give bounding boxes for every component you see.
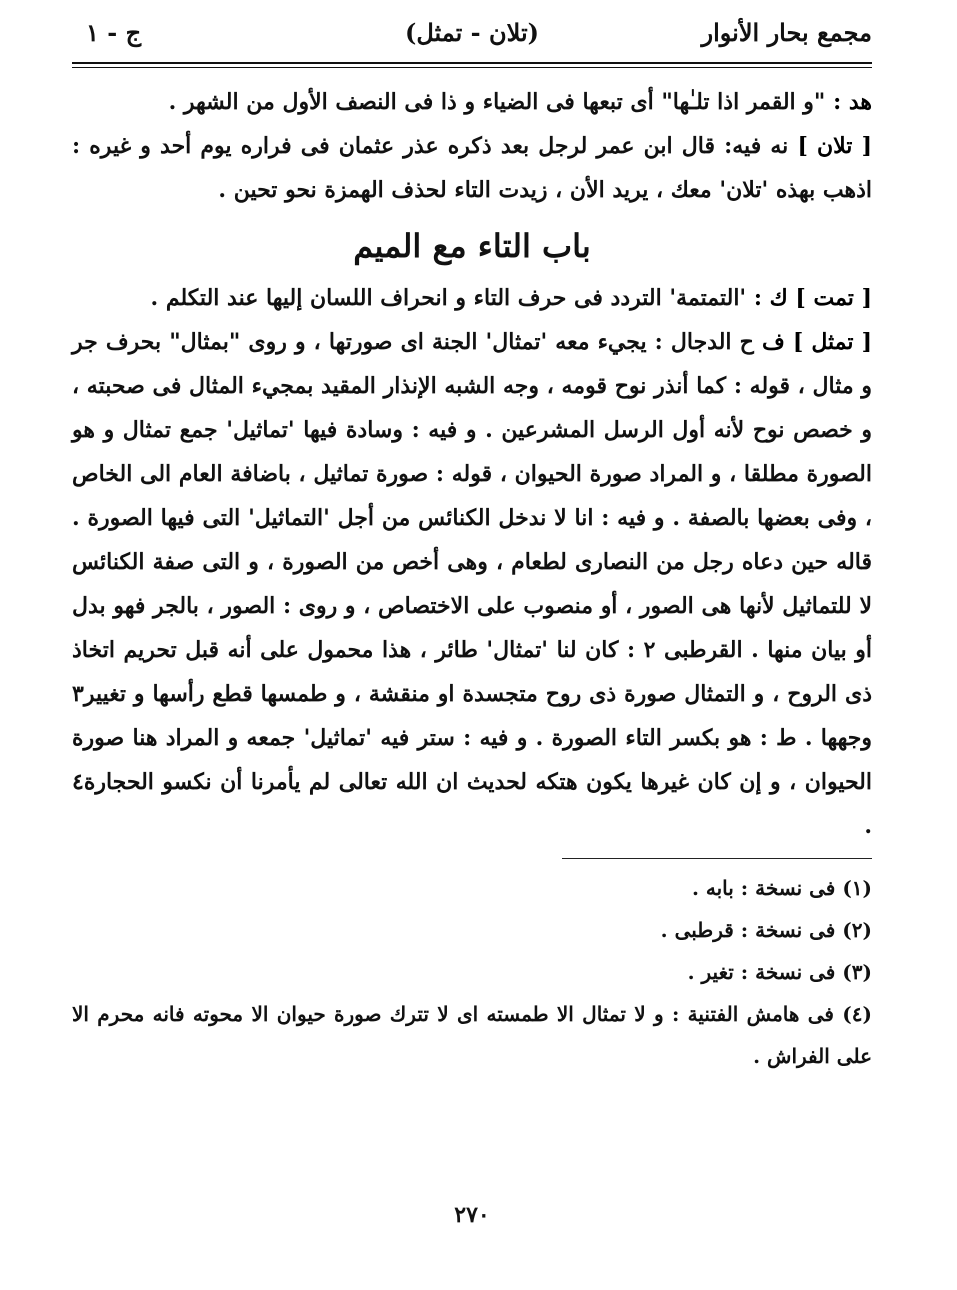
paragraph-4 <box>72 320 872 848</box>
paragraph-2 <box>72 124 872 212</box>
paragraph-2-lead: [ تلان ] <box>797 133 872 159</box>
footnote-3: (٣) فى نسخة : تغير . <box>687 960 872 984</box>
paragraph-2-text: نه فيه: قال ابن عمر لرجل بعد ذكره عذر عثمان فى فراره يوم أحد و غيره : اذهب بهذه 'تلان' معك ، يريد الأن ، زيدت التاء لحذف الهمزة نحو تحين . <box>72 133 872 203</box>
footnote-2: (٢) فى نسخة : قرطبى . <box>660 918 872 942</box>
paragraph-1-text: "و القمر اذا تلـٰها" أى تبعها فى الضياء و ذا فى النصف الأول من الشهر . <box>168 89 826 115</box>
section-heading: باب التاء مع الميم <box>353 227 591 265</box>
paragraph-4-text: ح الدجال : يجيء معه 'تمثال' الجنة اى صورتها ، و روى "بمثال" بحرف جر و مثال ، قوله : كما أنذر نوح قومه ، وجه الشبه الإنذار المقيد بمجيء المثال فى صحبته ، و خصص نوح لأنه أول الرسل المشرعين . و فيه : وسادة فيها 'تماثيل' جمع تمثال و هو الصورة مطلقا ، و المراد صورة الحيوان ، قوله : صورة تماثيل ، باضافة العام الى الخاص ، وفى بعضها بالصفة . و فيه : انا لا ندخل الكنائس من أجل 'التماثيل' التى فيها الصورة . قاله حين دعاه رجل من النصارى لطعام ، وهى أخص من الصورة ، و التى صفة الكنائس لا للتماثيل لأنها هى الصور ، أو منصوب على الاختصاص ، و روى : الصور ، بالجر فهو بدل أو بيان منها . القرطبى ٢ : كان لنا 'تمثال' طائر ، هذا محمول على أنه قبل تحريم اتخاذ ذى الروح ، و التمثال صورة ذى روح متجسدة او منقشة ، و طمسها قطع رأسها و تغيير٣ وجهها . ط : هو بكسر التاء الصورة . و فيه : ستر فيه 'تماثيل' جمعه و المراد هنا صورة الحيوان ، و إن كان غيرها يكون هتكه لحديث ان الله تعالى لم يأمرنا أن نكسو الحجارة٤ . <box>72 329 873 839</box>
page-number: ٢٧٠ <box>454 1202 490 1228</box>
footnote-4: (٤) فى هامش الفتنية : و لا تمثال الا طمسته اى لا تترك صورة حيوان الا محوته فانه محرم الا على الفراش . <box>72 1002 872 1068</box>
running-header <box>72 14 872 62</box>
entry-range: (تلان - تمثل) <box>405 18 539 47</box>
header-rule <box>72 62 872 68</box>
paragraph-3-lead: [ تمت ] ك : <box>753 285 872 311</box>
book-title: مجمع بحار الأنوار <box>701 18 872 47</box>
volume-number: ج - ١ <box>86 18 142 47</box>
footnote-rule <box>562 858 872 859</box>
paragraph-1 <box>72 80 872 124</box>
paragraph-3 <box>72 276 872 320</box>
paragraph-3-text: 'التمتمة' التردد فى حرف التاء و انحراف اللسان إليها عند التكلم . <box>150 285 747 311</box>
paragraph-1-lead: هد : <box>833 89 872 115</box>
page <box>72 14 872 1264</box>
footnote-1: (١) فى نسخة : بابه . <box>691 876 872 900</box>
paragraph-4-lead: [ تمثل ] ف <box>761 329 873 355</box>
